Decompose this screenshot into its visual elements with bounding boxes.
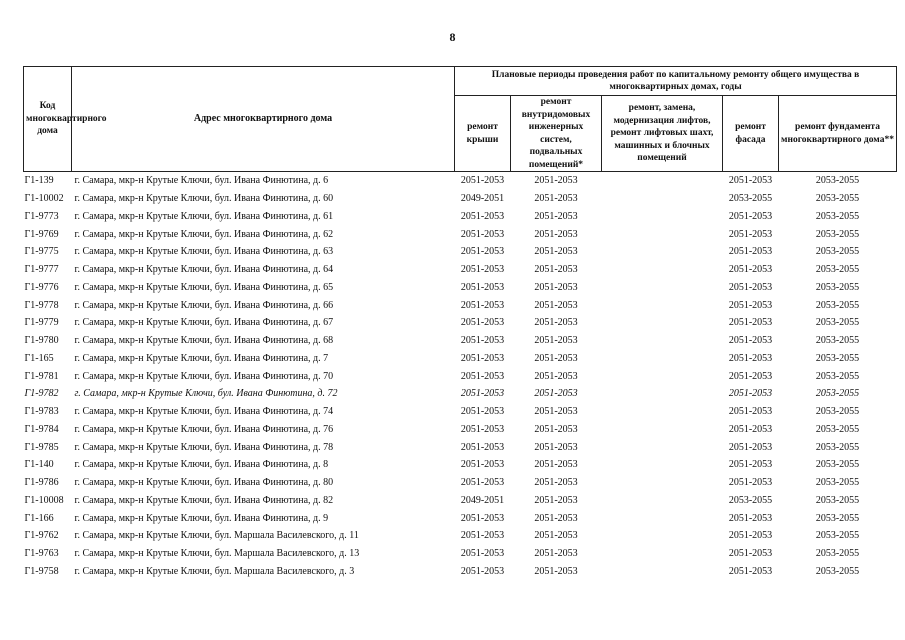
- cell-code: Г1-9778: [24, 299, 59, 311]
- table-row: [24, 314, 897, 332]
- cell-facade: 2051-2053: [728, 370, 773, 382]
- header-foundation: ремонт фундамента многоквартирного дома**: [779, 96, 897, 172]
- cell-engineering: 2051-2053: [534, 281, 578, 293]
- cell-code: Г1-9780: [24, 335, 59, 347]
- table-row: [24, 190, 897, 208]
- cell-facade: 2051-2053: [728, 335, 773, 347]
- cell-facade: 2051-2053: [728, 210, 773, 222]
- cell-lifts: [602, 367, 723, 385]
- cell-address: г. Самара, мкр-н Крутые Ключи, бул. Ивана Финютина, д. 63: [74, 246, 334, 258]
- cell-lifts: [602, 474, 723, 492]
- cell-lifts: [602, 563, 723, 581]
- cell-lifts: [602, 492, 723, 510]
- cell-lifts: [602, 438, 723, 456]
- cell-facade: 2053-2055: [728, 494, 773, 506]
- cell-code: Г1-10008: [24, 494, 64, 506]
- cell-lifts: [602, 225, 723, 243]
- cell-facade: 2051-2053: [728, 264, 773, 276]
- cell-engineering: 2051-2053: [534, 406, 578, 418]
- table-row: [24, 279, 897, 297]
- cell-foundation: 2053-2055: [815, 548, 860, 560]
- cell-foundation: 2053-2055: [815, 352, 860, 364]
- cell-facade: 2051-2053: [728, 530, 773, 542]
- cell-engineering: 2051-2053: [534, 548, 578, 560]
- cell-address: г. Самара, мкр-н Крутые Ключи, бул. Ивана Финютина, д. 62: [74, 228, 334, 240]
- header-code: Код многоквартирного дома: [24, 67, 72, 172]
- table-row: [24, 208, 897, 226]
- cell-foundation: 2053-2055: [815, 388, 860, 400]
- cell-facade: 2051-2053: [728, 317, 773, 329]
- cell-lifts: [602, 208, 723, 226]
- cell-address: г. Самара, мкр-н Крутые Ключи, бул. Ивана Финютина, д. 78: [74, 441, 334, 453]
- cell-address: г. Самара, мкр-н Крутые Ключи, бул. Ивана Финютина, д. 76: [74, 423, 334, 435]
- cell-roof: 2051-2053: [460, 548, 505, 560]
- cell-facade: 2053-2055: [728, 193, 773, 205]
- cell-address: г. Самара, мкр-н Крутые Ключи, бул. Ивана Финютина, д. 67: [74, 317, 334, 329]
- cell-code: Г1-9784: [24, 423, 59, 435]
- cell-foundation: 2053-2055: [815, 441, 860, 453]
- cell-address: г. Самара, мкр-н Крутые Ключи, бул. Ивана Финютина, д. 74: [74, 406, 334, 418]
- page-number: 8: [449, 30, 456, 44]
- cell-address: г. Самара, мкр-н Крутые Ключи, бул. Ивана Финютина, д. 61: [74, 210, 334, 222]
- cell-code: Г1-9769: [24, 228, 59, 240]
- cell-roof: 2051-2053: [460, 281, 505, 293]
- table-row: [24, 243, 897, 261]
- cell-foundation: 2053-2055: [815, 246, 860, 258]
- cell-code: Г1-9775: [24, 246, 59, 258]
- cell-roof: 2051-2053: [460, 530, 505, 542]
- cell-roof: 2051-2053: [460, 388, 505, 400]
- table-row: [24, 492, 897, 510]
- cell-engineering: 2051-2053: [534, 388, 578, 400]
- cell-roof: 2051-2053: [460, 228, 505, 240]
- cell-foundation: 2053-2055: [815, 530, 860, 542]
- cell-facade: 2051-2053: [728, 423, 773, 435]
- cell-engineering: 2051-2053: [534, 299, 578, 311]
- cell-engineering: 2051-2053: [534, 370, 578, 382]
- cell-code: Г1-9776: [24, 281, 59, 293]
- cell-engineering: 2051-2053: [534, 228, 578, 240]
- cell-foundation: 2053-2055: [815, 264, 860, 276]
- cell-facade: 2051-2053: [728, 441, 773, 453]
- cell-facade: 2051-2053: [728, 512, 773, 524]
- cell-address: г. Самара, мкр-н Крутые Ключи, бул. Ивана Финютина, д. 8: [74, 459, 329, 471]
- cell-facade: 2051-2053: [728, 175, 773, 187]
- cell-roof: 2051-2053: [460, 441, 505, 453]
- cell-roof: 2051-2053: [460, 370, 505, 382]
- cell-facade: 2051-2053: [728, 565, 773, 577]
- cell-engineering: 2051-2053: [534, 175, 578, 187]
- cell-code: Г1-9782: [24, 388, 59, 400]
- cell-lifts: [602, 279, 723, 297]
- table-row: [24, 545, 897, 563]
- cell-code: Г1-9763: [24, 548, 59, 560]
- cell-code: Г1-166: [24, 512, 54, 524]
- cell-address: г. Самара, мкр-н Крутые Ключи, бул. Ивана Финютина, д. 66: [74, 299, 334, 311]
- table-body: [24, 172, 897, 581]
- cell-address: г. Самара, мкр-н Крутые Ключи, бул. Ивана Финютина, д. 64: [74, 264, 334, 276]
- cell-facade: 2051-2053: [728, 459, 773, 471]
- cell-foundation: 2053-2055: [815, 459, 860, 471]
- table-row: [24, 225, 897, 243]
- table-row: [24, 403, 897, 421]
- cell-roof: 2051-2053: [460, 210, 505, 222]
- cell-code: Г1-9786: [24, 477, 59, 489]
- cell-engineering: 2051-2053: [534, 494, 578, 506]
- cell-code: Г1-9783: [24, 406, 59, 418]
- cell-code: Г1-9777: [24, 264, 59, 276]
- cell-lifts: [602, 509, 723, 527]
- cell-lifts: [602, 243, 723, 261]
- cell-address: г. Самара, мкр-н Крутые Ключи, бул. Ивана Финютина, д. 9: [74, 512, 329, 524]
- cell-engineering: 2051-2053: [534, 193, 578, 205]
- cell-foundation: 2053-2055: [815, 494, 860, 506]
- cell-lifts: [602, 261, 723, 279]
- table-row: [24, 296, 897, 314]
- cell-address: г. Самара, мкр-н Крутые Ключи, бул. Ивана Финютина, д. 80: [74, 477, 334, 489]
- cell-facade: 2051-2053: [728, 388, 773, 400]
- cell-foundation: 2053-2055: [815, 370, 860, 382]
- table-row: [24, 332, 897, 350]
- cell-address: г. Самара, мкр-н Крутые Ключи, бул. Ивана Финютина, д. 70: [74, 370, 334, 382]
- table-row: [24, 563, 897, 581]
- table-row: [24, 172, 897, 190]
- cell-engineering: 2051-2053: [534, 565, 578, 577]
- cell-roof: 2051-2053: [460, 512, 505, 524]
- cell-engineering: 2051-2053: [534, 264, 578, 276]
- cell-roof: 2051-2053: [460, 335, 505, 347]
- cell-lifts: [602, 385, 723, 403]
- cell-foundation: 2053-2055: [815, 228, 860, 240]
- cell-engineering: 2051-2053: [534, 459, 578, 471]
- cell-foundation: 2053-2055: [815, 477, 860, 489]
- cell-code: Г1-9785: [24, 441, 59, 453]
- cell-code: Г1-10002: [24, 193, 64, 205]
- cell-facade: 2051-2053: [728, 299, 773, 311]
- cell-roof: 2051-2053: [460, 264, 505, 276]
- table-row: [24, 261, 897, 279]
- cell-engineering: 2051-2053: [534, 352, 578, 364]
- cell-facade: 2051-2053: [728, 548, 773, 560]
- cell-lifts: [602, 403, 723, 421]
- cell-roof: 2051-2053: [460, 459, 505, 471]
- cell-foundation: 2053-2055: [815, 565, 860, 577]
- cell-address: г. Самара, мкр-н Крутые Ключи, бул. Ивана Финютина, д. 60: [74, 193, 334, 205]
- cell-code: Г1-9773: [24, 210, 59, 222]
- header-facade: ремонт фасада: [723, 96, 779, 172]
- cell-facade: 2051-2053: [728, 406, 773, 418]
- cell-address: г. Самара, мкр-н Крутые Ключи, бул. Ивана Финютина, д. 7: [74, 352, 329, 364]
- cell-foundation: 2053-2055: [815, 406, 860, 418]
- cell-facade: 2051-2053: [728, 477, 773, 489]
- table-row: [24, 527, 897, 545]
- cell-facade: 2051-2053: [728, 228, 773, 240]
- cell-foundation: 2053-2055: [815, 512, 860, 524]
- cell-roof: 2051-2053: [460, 352, 505, 364]
- repair-schedule-table: [23, 66, 897, 580]
- table-row: [24, 350, 897, 368]
- table-header: [24, 67, 897, 172]
- cell-address: г. Самара, мкр-н Крутые Ключи, бул. Ивана Финютина, д. 68: [74, 335, 334, 347]
- cell-address: г. Самара, мкр-н Крутые Ключи, бул. Ивана Финютина, д. 6: [74, 175, 329, 187]
- cell-code: Г1-9758: [24, 565, 59, 577]
- cell-engineering: 2051-2053: [534, 477, 578, 489]
- table-row: [24, 367, 897, 385]
- cell-facade: 2051-2053: [728, 352, 773, 364]
- table-row: [24, 421, 897, 439]
- cell-address: г. Самара, мкр-н Крутые Ключи, бул. Ивана Финютина, д. 72: [74, 388, 338, 400]
- cell-roof: 2051-2053: [460, 175, 505, 187]
- cell-code: Г1-9779: [24, 317, 59, 329]
- header-lifts: ремонт, замена, модернизация лифтов, ремонт лифтовых шахт, машинных и блочных помещений: [602, 96, 723, 172]
- cell-engineering: 2051-2053: [534, 246, 578, 258]
- cell-foundation: 2053-2055: [815, 423, 860, 435]
- table-row: [24, 438, 897, 456]
- cell-foundation: 2053-2055: [815, 281, 860, 293]
- cell-roof: 2051-2053: [460, 317, 505, 329]
- cell-roof: 2051-2053: [460, 299, 505, 311]
- cell-lifts: [602, 190, 723, 208]
- cell-lifts: [602, 545, 723, 563]
- table-row: [24, 456, 897, 474]
- cell-engineering: 2051-2053: [534, 317, 578, 329]
- cell-foundation: 2053-2055: [815, 175, 860, 187]
- cell-address: г. Самара, мкр-н Крутые Ключи, бул. Маршала Василевского, д. 11: [74, 530, 359, 542]
- cell-code: Г1-139: [24, 175, 54, 187]
- cell-roof: 2051-2053: [460, 406, 505, 418]
- cell-foundation: 2053-2055: [815, 299, 860, 311]
- cell-foundation: 2053-2055: [815, 210, 860, 222]
- cell-engineering: 2051-2053: [534, 423, 578, 435]
- cell-address: г. Самара, мкр-н Крутые Ключи, бул. Ивана Финютина, д. 65: [74, 281, 334, 293]
- cell-roof: 2051-2053: [460, 246, 505, 258]
- table-row: [24, 509, 897, 527]
- cell-engineering: 2051-2053: [534, 512, 578, 524]
- header-roof: ремонт крыши: [455, 96, 511, 172]
- cell-facade: 2051-2053: [728, 246, 773, 258]
- cell-code: Г1-140: [24, 459, 54, 471]
- cell-lifts: [602, 456, 723, 474]
- cell-foundation: 2053-2055: [815, 335, 860, 347]
- header-periods-group: Плановые периоды проведения работ по капитальному ремонту общего имущества в многоквартирных домах, годы: [455, 67, 897, 96]
- cell-lifts: [602, 172, 723, 190]
- cell-foundation: 2053-2055: [815, 317, 860, 329]
- cell-lifts: [602, 350, 723, 368]
- cell-roof: 2051-2053: [460, 423, 505, 435]
- cell-address: г. Самара, мкр-н Крутые Ключи, бул. Маршала Василевского, д. 13: [74, 548, 360, 560]
- cell-roof: 2049-2051: [460, 193, 505, 205]
- cell-code: Г1-9781: [24, 370, 59, 382]
- cell-engineering: 2051-2053: [534, 335, 578, 347]
- header-address: Адрес многоквартирного дома: [72, 67, 455, 172]
- cell-foundation: 2053-2055: [815, 193, 860, 205]
- cell-engineering: 2051-2053: [534, 530, 578, 542]
- cell-roof: 2049-2051: [460, 494, 505, 506]
- cell-lifts: [602, 332, 723, 350]
- cell-address: г. Самара, мкр-н Крутые Ключи, бул. Маршала Василевского, д. 3: [74, 565, 355, 577]
- cell-code: Г1-9762: [24, 530, 59, 542]
- table-row: [24, 385, 897, 403]
- cell-roof: 2051-2053: [460, 477, 505, 489]
- cell-engineering: 2051-2053: [534, 441, 578, 453]
- cell-lifts: [602, 527, 723, 545]
- cell-lifts: [602, 314, 723, 332]
- cell-address: г. Самара, мкр-н Крутые Ключи, бул. Ивана Финютина, д. 82: [74, 494, 334, 506]
- cell-roof: 2051-2053: [460, 565, 505, 577]
- cell-engineering: 2051-2053: [534, 210, 578, 222]
- cell-lifts: [602, 296, 723, 314]
- header-engineering: ремонт внутридомовых инженерных систем, подвальных помещений*: [511, 96, 602, 172]
- cell-lifts: [602, 421, 723, 439]
- cell-code: Г1-165: [24, 352, 54, 364]
- table-row: [24, 474, 897, 492]
- cell-facade: 2051-2053: [728, 281, 773, 293]
